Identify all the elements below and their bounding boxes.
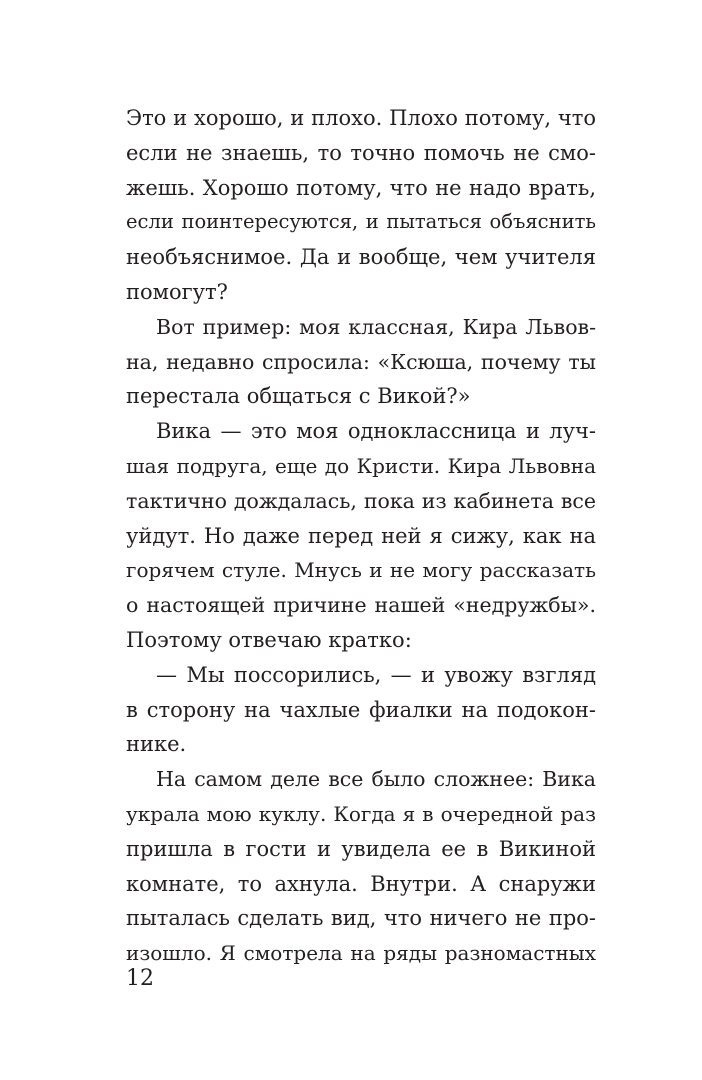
page-number: 12 [126,966,154,991]
text-line: перестала общаться с Викой?» [126,384,471,409]
text-line: помогут? [126,279,228,304]
text-line: уйдут. Но даже перед ней я сижу, как на [126,523,596,548]
text-line: украла мою куклу. Когда я в очередной раз [126,801,596,826]
text-line: жешь. Хорошо потому, что не надо врать, [126,175,596,200]
text-line: Это и хорошо, и плохо. Плохо потому, что [126,106,596,130]
text-line: в сторону на чахлые фиалки на подокон- [126,697,596,722]
text-line: комнате, то ахнула. Внутри. А снаружи [126,871,596,896]
text-line: На самом деле все было сложнее: Вика [156,767,596,792]
text-line: необъяснимое. Да и вообще, чем учителя [126,245,596,270]
text-line: Вот пример: моя классная, Кира Львов- [156,314,596,339]
text-line: Поэтому отвечаю кратко: [126,627,412,652]
body-text [126,101,596,971]
text-line: если не знаешь, то точно помочь не смо- [126,140,596,165]
text-line: изошло. Я смотрела на ряды разномастных [126,941,596,966]
text-line: — Мы поссорились, — и увожу взгляд [156,662,596,687]
text-line: шая подруга, еще до Кристи. Кира Львовна [126,453,596,478]
text-line: горячем стуле. Мнусь и не могу рассказать [126,558,596,583]
text-line: нике. [126,732,187,757]
text-line: пыталась сделать вид, что ничего не про- [126,906,596,931]
text-line: Вика — это моя одноклассница и луч- [156,419,596,444]
text-line: на, недавно спросила: «Ксюша, почему ты [126,349,596,374]
text-line: пришла в гости и увидела ее в Викиной [126,836,596,861]
text-line: тактично дождалась, пока из кабинета все [126,488,596,513]
text-line: если поинтересуются, и пытаться объяснить [126,210,596,234]
text-line: о настоящей причине нашей «недружбы». [126,593,596,618]
